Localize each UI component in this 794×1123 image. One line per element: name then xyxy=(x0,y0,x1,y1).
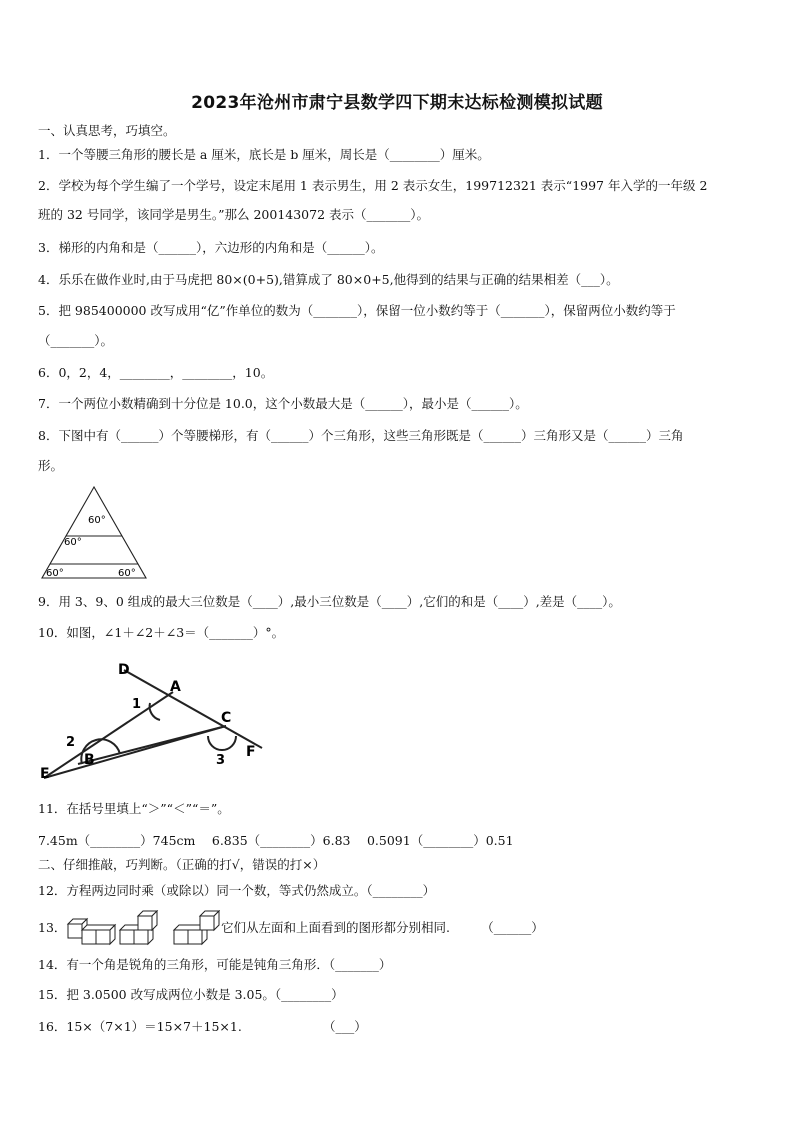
question-10: 10．如图，∠1＋∠2＋∠3＝（_______）°。 xyxy=(38,625,285,640)
point-label-c: C xyxy=(221,710,232,726)
section-heading-1: 一、认真思考，巧填空。 xyxy=(38,123,176,138)
question-8-line-2: 形。 xyxy=(38,458,64,473)
cube-arrangements-figure xyxy=(66,910,220,946)
question-11: 11．在括号里填上“＞”“＜”“＝”。 xyxy=(38,801,230,816)
section-heading-2: 二、仔细推敲，巧判断。（正确的打√，错误的打×） xyxy=(38,857,326,872)
trapezoid-triangle-figure xyxy=(38,484,152,582)
page-title: 2023年沧州市肃宁县数学四下期末达标检测模拟试题 xyxy=(191,93,603,113)
angle-label-top: 60° xyxy=(88,515,106,526)
point-label-a: A xyxy=(170,679,181,695)
point-label-b: B xyxy=(84,752,95,768)
question-3: 3．梯形的内角和是（______），六边形的内角和是（______）。 xyxy=(38,240,384,255)
question-7: 7．一个两位小数精确到十分位是 10.0，这个小数最大是（______），最小是（______）。 xyxy=(38,396,528,411)
angle-label-middle: 60° xyxy=(64,537,82,548)
question-9: 9．用 3、9、0 组成的最大三位数是（____）,最小三位数是（____）,它们的和是（____）,差是（____）。 xyxy=(38,594,621,609)
question-2-line-2: 班的 32 号同学，该同学是男生。”那么 200143072 表示（_______）。 xyxy=(38,207,430,222)
question-2-line-1: 2．学校为每个学生编了一个学号，设定末尾用 1 表示男生，用 2 表示女生，199712321 表示“1997 年入学的一年级 2 xyxy=(38,178,708,193)
angle-figure xyxy=(38,656,268,786)
question-5-line-2: （_______）。 xyxy=(38,333,114,348)
angle-label-bottom-left: 60° xyxy=(46,568,64,579)
point-label-d: D xyxy=(118,662,130,678)
question-16: 16．15×（7×1）＝15×7＋15×1. （___） xyxy=(38,1019,367,1034)
question-11-items: 7.45m（________）745cm 6.835（________）6.83 0.5091（________）0.51 xyxy=(38,833,514,848)
point-label-f: F xyxy=(246,744,256,760)
angle-number-1: 1 xyxy=(132,697,142,712)
question-13-text: 它们从左面和上面看到的图形都分别相同. （______） xyxy=(221,920,544,935)
angle-number-2: 2 xyxy=(66,735,76,750)
question-13-number: 13． xyxy=(38,920,67,935)
angle-label-bottom-right: 60° xyxy=(118,568,136,579)
question-5-line-1: 5．把 985400000 改写成用“亿”作单位的数为（_______），保留一位小数约等于（_______），保留两位小数约等于 xyxy=(38,303,676,318)
angle-number-3: 3 xyxy=(216,753,226,768)
question-14: 14．有一个角是锐角的三角形，可能是钝角三角形．（_______） xyxy=(38,957,392,972)
question-8-line-1: 8．下图中有（______）个等腰梯形，有（______）个三角形，这些三角形既是（______）三角形又是（______）三角 xyxy=(38,428,684,443)
question-6: 6．0，2，4，________，________，10。 xyxy=(38,365,274,380)
question-4: 4．乐乐在做作业时,由于马虎把 80×(0+5),错算成了 80×0+5,他得到的结果与正确的结果相差（___）。 xyxy=(38,272,619,287)
question-15: 15．把 3.0500 改写成两位小数是 3.05。（________） xyxy=(38,987,344,1002)
question-1: 1．一个等腰三角形的腰长是 a 厘米，底长是 b 厘米，周长是（________）厘米。 xyxy=(38,147,490,162)
question-12: 12．方程两边同时乘（或除以）同一个数，等式仍然成立。（________） xyxy=(38,883,436,898)
point-label-e: E xyxy=(40,766,50,782)
